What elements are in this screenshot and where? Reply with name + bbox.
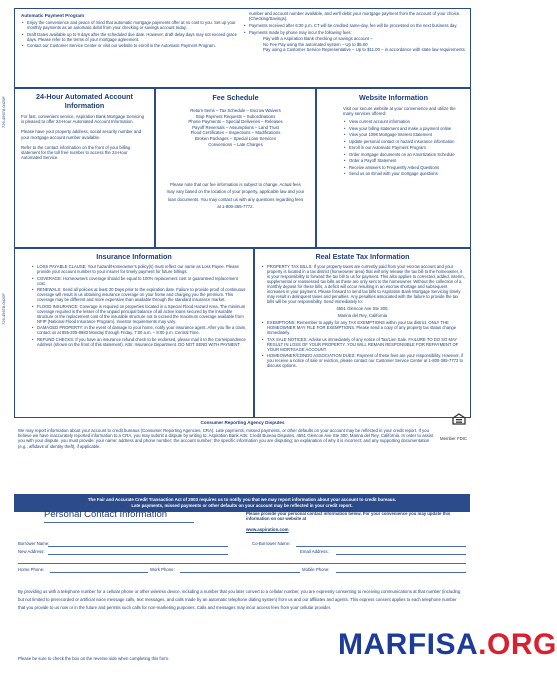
insurance-item: • DAMAGED PROPERTY: In the event of damage to your home, notify your insurance agent. After you file a claim, contact us at 855-205-8883 Monday through Friday, 7:00 a.m. – 8:00 p.m. Central Time. bbox=[31, 325, 247, 335]
real-estate-title: Real Estate Tax Information bbox=[315, 252, 410, 261]
website-item: • View your 1098 Mortgage Interest Statement bbox=[343, 132, 464, 137]
real-estate-item: • EXEMPTIONS: Remember to apply for any TAX EXEMPTIONS within your tax district. ONLY THE HOMEOWNER MAY FILE FOR EXEMPTIONS. Please send a copy of any property tax status change immediately. bbox=[261, 320, 466, 335]
insurance-section bbox=[14, 248, 254, 418]
website-link[interactable]: www.aspiration.com bbox=[246, 527, 289, 532]
borrower-name-label: Borrower Name: bbox=[18, 541, 50, 546]
website-item: • Enroll in our Automatic Payment Program bbox=[343, 145, 464, 150]
equal-housing-icon bbox=[452, 412, 466, 424]
website-intro: Visit our secure website at your convenience and utilize the many services offered: bbox=[343, 106, 456, 117]
website-item: • View current account information bbox=[343, 119, 464, 124]
form-footer: Please be sure to check the box on the reverse side when completing this form. bbox=[18, 656, 170, 661]
autopay-bullet: • Contact our Customer Service Center or visit our website to enroll in the Automatic Payment Program. bbox=[21, 43, 239, 48]
insurance-item: • LOSS PAYABLE CLAUSE: Your hazard/Homeowner's policy(s) must reflect our name as Loss Payee. Please provide your account number to your insurer for timely payment for future billings. bbox=[31, 264, 247, 274]
fee-row: Flood Certificates – Inspections – Modifications bbox=[190, 130, 281, 136]
website-item: • Order a Payoff Statement bbox=[343, 158, 464, 163]
tax-address-line: 4551 Glencoe Ave Ste 300, bbox=[336, 306, 389, 311]
fee-row: Payoff Reversals – Assumptions – Land Trust bbox=[192, 124, 279, 130]
watermark-part-1: MARFISA bbox=[338, 628, 479, 661]
mobile-phone-label: Mobile Phone: bbox=[302, 567, 330, 572]
autopay-right-text: number and account number available, and we'll debit your mortgage payment from the account of your choice. (Checking/Savings). bbox=[249, 11, 461, 22]
website-item: • Order mortgage documents on an Amortization Schedule bbox=[343, 152, 464, 157]
tax-address-line: Marina del Rey, California bbox=[337, 313, 388, 319]
autopay-bullet: • Enjoy the convenience and peace of mind that automatic mortgage payments offer at no cost to you. Set up your monthly payments as an automatic debit from your checking or savings account today. bbox=[21, 20, 239, 30]
autopay-bullet: • Draft Dates available up to 9 days after the scheduled due date. However, draft delay days may not exceed grace days. Please refer to the terms of your mortgage agreement. bbox=[21, 32, 239, 42]
new-address-field[interactable] bbox=[48, 554, 228, 555]
co-borrower-name-field[interactable] bbox=[296, 546, 466, 547]
autopay-fee-line: Pay with a Aspiration Bank checking or savings account – bbox=[263, 36, 373, 42]
autopay-right-bullet: • Payments received after 6:30 p.m. CT will be credited same-day, fee will be processed on the next business day. bbox=[243, 23, 465, 28]
email-field[interactable] bbox=[336, 554, 466, 555]
real-estate-item: • TAX SALE NOTICES: Advise us immediately of any notice of Tax/Lien Sale. FAILURE TO DO SO MAY RESULT IN LOSS OF YOUR PROPERTY. YOU WILL REMAIN RESPONSIBLE FOR REPAYMENT OF YOUR MORTGAGE ACCOUNT. bbox=[261, 337, 466, 352]
home-phone-field[interactable] bbox=[50, 572, 148, 573]
side-code-top: 726-45678-0420F bbox=[1, 96, 6, 128]
title-underline bbox=[44, 522, 194, 523]
insurance-item: • RENEWALS: Send all policies at least 30 Days prior to the expiration date. Failure to provide proof of continuous coverage will result in us obtaining insurance coverage on your home and charging you the premium. This coverage may be different and more expensive than available through the standard insurance market. bbox=[31, 287, 247, 302]
work-phone-label: Work Phone: bbox=[150, 567, 175, 572]
real-estate-tax-section bbox=[254, 248, 471, 418]
consumer-disputes-section bbox=[14, 418, 471, 492]
autopay-title: Automatic Payment Program bbox=[21, 13, 85, 18]
fee-schedule-note: Please note that our fee information is subject to change. Actual fees may vary based on the location of your property, applicable law and your loan documents. You may contact us with any questions regarding fees at 1-800-365-7772. bbox=[166, 182, 305, 210]
marfisa-watermark-logo bbox=[338, 628, 557, 662]
fee-schedule-section bbox=[155, 88, 316, 248]
insurance-item: • FLOOD INSURANCE: Coverage is required on properties located in a Special Flood Hazard Area. The minimum coverage required is the lesser of the unpaid principal balance of all active loans secured by the insurable structure or the replacement cost of the insurable structure not to exceed the maximum coverage available from NFIP (National Flood Insurance Program). Investor requirements may vary. bbox=[31, 304, 247, 324]
fee-row: Phone Payments – Special Deliveries – Releases bbox=[188, 119, 283, 125]
new-address-label: New Address: bbox=[18, 549, 45, 554]
insurance-item: • REFUND CHECKS: If you have an insurance refund check to be endorsed, please mail it to the Correspondence Address (shown on the front of this statement). Attn: Insurance Department. DO NOT SEND WITH PAYMENT. bbox=[31, 337, 247, 347]
autopay-section bbox=[14, 8, 471, 88]
watermark-part-2: .ORG bbox=[478, 628, 557, 661]
consent-text: By providing us with a telephone number for a cellular phone or other wireless device, including a number that you later convert to a cellular number, you are expressly consenting to receiving communications at that number (including but not limited to prerecorded or artificial voice message calls, text messages, and calls made by an automatic telephone dialing system) from us and our affiliates and agents. This express consent applies to each telephone number that you provide to us now or in the future and permits such calls for non-marketing purposes. Calls and messages may incur access fees from your cellular provider. bbox=[18, 589, 461, 610]
real-estate-list bbox=[255, 261, 470, 304]
fee-schedule-list bbox=[156, 108, 315, 147]
fee-schedule-title: Fee Schedule bbox=[212, 93, 259, 102]
real-estate-list-2 bbox=[255, 320, 470, 368]
co-borrower-name-label: Co-Borrower Name: bbox=[252, 541, 291, 546]
insurance-list bbox=[15, 261, 253, 347]
website-list bbox=[317, 119, 470, 176]
mobile-phone-field[interactable] bbox=[336, 572, 466, 573]
work-phone-field[interactable] bbox=[180, 572, 300, 573]
autopay-right-bullets bbox=[243, 23, 465, 35]
website-item: • Receive answers to Frequently Asked Questions bbox=[343, 165, 464, 170]
address-line-2-field[interactable] bbox=[18, 563, 466, 564]
website-item: • Send us an Email with your mortgage questions bbox=[343, 171, 464, 176]
fee-row: Broken Packages – Special Loan Services bbox=[195, 135, 276, 141]
autopay-fee-line: Pay using a Customer Service Representative – Up to $11.00 – in accordance with state law requirements bbox=[263, 46, 465, 52]
automated-para: Refer to the contact information on the front of your billing statement for the toll free number to access the 24-Hour Automated Service. bbox=[21, 144, 131, 161]
automated-para: For fast, convenient service, Aspiration Bank Mortgage Servicing is pleased to offer 24-Hour Automated Account Information. bbox=[21, 114, 144, 125]
personal-note: Please provide your personal contact information below. For your convenience you may update this information on our website at bbox=[246, 511, 451, 522]
borrower-name-field[interactable] bbox=[48, 546, 228, 547]
home-phone-label: Home Phone: bbox=[18, 567, 45, 572]
automated-info-section bbox=[14, 88, 155, 248]
insurance-item: • COVERAGE: Homeowners coverage should be equal to 100% replacement cost or guaranteed replacement cost. bbox=[31, 276, 247, 286]
website-section bbox=[316, 88, 471, 248]
side-code-bottom: 726-45678-0420F bbox=[1, 293, 6, 325]
autopay-fee-line: No Fee Pay using the automated system – Up to $5.00 bbox=[263, 41, 368, 47]
website-item: • Update personal contact or hazard insurance information bbox=[343, 139, 464, 144]
personal-contact-title: Personal Contact Information bbox=[44, 509, 168, 520]
website-title: Website Information bbox=[359, 93, 428, 102]
banner-line: Late payments, missed payments or other defaults on your account may be reflected in your credit report. bbox=[131, 503, 353, 508]
website-item: • View your billing statement and make a payment online bbox=[343, 126, 464, 131]
automated-title: 24-Hour Automated Account Information bbox=[36, 92, 133, 110]
real-estate-item: • HOMEOWNER/CONDO ASSOCIATION DUES: Payment of these fees are your responsibility. However, if you receive a notice of sale or eviction, please contact our Customer Service Center at 1-800-365-7772 to discuss options. bbox=[261, 353, 466, 368]
real-estate-item: • PROPERTY TAX BILLS: If your property taxes are currently paid from your escrow account and your property is located in a tax district (homeowner area) that will only release the tax bill to the homeowner, it is your responsibility to forward the tax bill to us for payment. This also applies to corrected, added, interim, supplemental or reassessed tax bills as these are only sent to the homeowner. Without the collection of a monthly deposit for these bills, a deficit will occur resulting in an escrow shortage and subsequent increases in your payment. Please forward to send tax bills to Aspiration Bank Mortgage Servicing timely may result in delinquent taxes and penalties. Any penalties associated with the failure to provide the tax bills will be your responsibility. Send immediately to: bbox=[261, 264, 466, 304]
insurance-title: Insurance Information bbox=[96, 252, 172, 261]
autopay-right-bullet: • Payments made by phone may incur the following fees: bbox=[243, 30, 465, 35]
consumer-title: Consumer Reporting Agency Disputes bbox=[200, 420, 285, 425]
fee-row: Conversions – Late Charges bbox=[208, 141, 263, 147]
consumer-text: We may report information about your account to credit bureaus (Consumer Reporting Agencies, CRA). Late payments, missed payments, or other defaults on your account may be reflected in your credit report. If you believe we have inaccurately reported information to a CRA, you may submit a dispute by writing to: Aspiration Bank Attn: Credit Bureau Disputes, 4551 Glencoe Ave Ste 300, Marina del Rey, California. In order to assist you with your dispute, you must provide: your name; address and phone number; the account number; the specific information you are disputing; an explanation of why it is incorrect; and any supporting documentation (e.g., affidavit of identity theft), if applicable. bbox=[18, 428, 434, 449]
automated-para: Please have your property address, social security number and your mortgage account number available. bbox=[21, 129, 142, 140]
email-label: Email Address: bbox=[300, 549, 329, 554]
member-fdic: Member FDIC bbox=[440, 436, 467, 441]
banner-line: The Fair and Accurate Credit Transaction Act of 2003 requires us to notify you that we may report information about your account to credit bureaus. bbox=[87, 497, 397, 502]
fee-row: Stop Payment Requests – Subordinations bbox=[195, 113, 276, 119]
autopay-bullets bbox=[21, 20, 239, 48]
fee-row: Return Items – Tax Schedule – Escrow Waivers bbox=[190, 108, 281, 113]
